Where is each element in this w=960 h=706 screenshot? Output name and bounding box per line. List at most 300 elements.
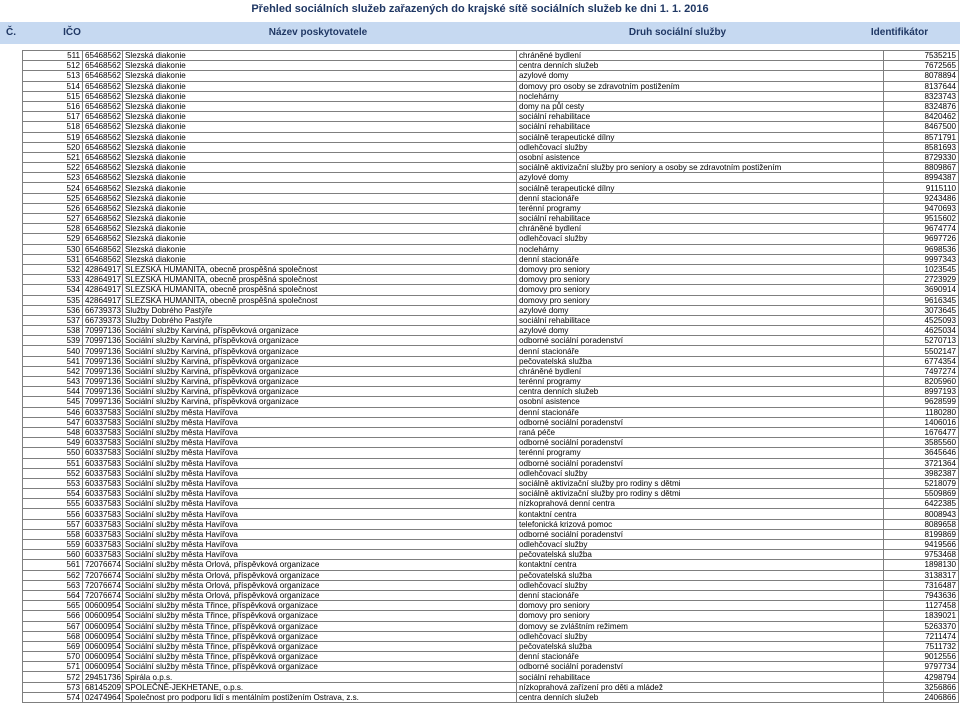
- service-type-cell: terénní programy: [517, 203, 884, 213]
- ico-cell: 60337583: [83, 427, 123, 437]
- service-type-cell: osobní asistence: [517, 397, 884, 407]
- identifier-cell: 9616345: [884, 295, 959, 305]
- table-row: [23, 152, 959, 162]
- identifier-cell: 9997343: [884, 254, 959, 264]
- header-service-type: Druh sociální služby: [628, 27, 727, 38]
- row-number-cell: 514: [23, 81, 83, 91]
- ico-cell: 70997136: [83, 356, 123, 366]
- table-row: [23, 468, 959, 478]
- service-type-cell: domovy pro seniory: [517, 601, 884, 611]
- identifier-cell: 1898130: [884, 560, 959, 570]
- table-row: [23, 326, 959, 336]
- ico-cell: 60337583: [83, 407, 123, 417]
- provider-name-cell: SLEZSKÁ HUMANITA, obecně prospěšná společnost: [123, 264, 517, 274]
- ico-cell: 66739373: [83, 315, 123, 325]
- service-type-cell: sociální rehabilitace: [517, 672, 884, 682]
- provider-name-cell: Slezská diakonie: [123, 193, 517, 203]
- ico-cell: 65468562: [83, 112, 123, 122]
- provider-name-cell: Sociální služby města Havířova: [123, 458, 517, 468]
- identifier-cell: 3585560: [884, 438, 959, 448]
- service-type-cell: chráněné bydlení: [517, 366, 884, 376]
- provider-name-cell: Slezská diakonie: [123, 214, 517, 224]
- row-number-cell: 534: [23, 285, 83, 295]
- provider-name-cell: Sociální služby města Havířova: [123, 519, 517, 529]
- service-type-cell: pečovatelská služba: [517, 641, 884, 651]
- table-row: [23, 611, 959, 621]
- service-type-cell: odborné sociální poradenství: [517, 417, 884, 427]
- provider-name-cell: Slezská diakonie: [123, 71, 517, 81]
- identifier-cell: 8809867: [884, 163, 959, 173]
- provider-name-cell: Spirála o.p.s.: [123, 672, 517, 682]
- provider-name-cell: Sociální služby města Havířova: [123, 489, 517, 499]
- row-number-cell: 543: [23, 377, 83, 387]
- identifier-cell: 1676477: [884, 427, 959, 437]
- identifier-cell: 1839021: [884, 611, 959, 621]
- row-number-cell: 542: [23, 366, 83, 376]
- table-row: [23, 570, 959, 580]
- row-number-cell: 538: [23, 326, 83, 336]
- service-type-cell: odlehčovací služby: [517, 540, 884, 550]
- provider-name-cell: Slezská diakonie: [123, 152, 517, 162]
- service-type-cell: odlehčovací služby: [517, 580, 884, 590]
- row-number-cell: 570: [23, 652, 83, 662]
- ico-cell: 00600954: [83, 662, 123, 672]
- provider-name-cell: Slezská diakonie: [123, 91, 517, 101]
- row-number-cell: 535: [23, 295, 83, 305]
- service-type-cell: chráněné bydlení: [517, 224, 884, 234]
- identifier-cell: 7672565: [884, 61, 959, 71]
- ico-cell: 00600954: [83, 641, 123, 651]
- row-number-cell: 558: [23, 529, 83, 539]
- provider-name-cell: Sociální služby města Třince, příspěvková organizace: [123, 652, 517, 662]
- table-row: [23, 621, 959, 631]
- header-ico: IČO: [63, 27, 81, 38]
- identifier-cell: 3138317: [884, 570, 959, 580]
- row-number-cell: 565: [23, 601, 83, 611]
- ico-cell: 00600954: [83, 652, 123, 662]
- page-title: Přehled sociálních služeb zařazených do krajské sítě sociálních služeb ke dni 1. 1. 2016: [251, 3, 709, 15]
- identifier-cell: 8323743: [884, 91, 959, 101]
- table-row: [23, 264, 959, 274]
- service-type-cell: nízkoprahová zařízení pro děti a mládež: [517, 682, 884, 692]
- provider-name-cell: Sociální služby Karviná, příspěvková organizace: [123, 356, 517, 366]
- ico-cell: 65468562: [83, 163, 123, 173]
- provider-name-cell: Slezská diakonie: [123, 224, 517, 234]
- provider-name-cell: Sociální služby města Havířova: [123, 417, 517, 427]
- row-number-cell: 539: [23, 336, 83, 346]
- provider-name-cell: Sociální služby Karviná, příspěvková organizace: [123, 326, 517, 336]
- ico-cell: 70997136: [83, 397, 123, 407]
- row-number-cell: 520: [23, 142, 83, 152]
- provider-name-cell: Slezská diakonie: [123, 254, 517, 264]
- row-number-cell: 545: [23, 397, 83, 407]
- table-row: [23, 397, 959, 407]
- ico-cell: 72076674: [83, 570, 123, 580]
- provider-name-cell: Slezská diakonie: [123, 183, 517, 193]
- provider-name-cell: Sociální služby města Havířova: [123, 407, 517, 417]
- identifier-cell: 7211474: [884, 631, 959, 641]
- provider-name-cell: Sociální služby města Havířova: [123, 468, 517, 478]
- identifier-cell: 9115110: [884, 183, 959, 193]
- ico-cell: 60337583: [83, 509, 123, 519]
- service-type-cell: denní stacionáře: [517, 652, 884, 662]
- service-type-cell: azylové domy: [517, 173, 884, 183]
- service-type-cell: osobní asistence: [517, 152, 884, 162]
- table-row: [23, 163, 959, 173]
- provider-name-cell: Sociální služby města Třince, příspěvková organizace: [123, 621, 517, 631]
- service-type-cell: centra denních služeb: [517, 387, 884, 397]
- row-number-cell: 567: [23, 621, 83, 631]
- table-row: [23, 590, 959, 600]
- table-row: [23, 132, 959, 142]
- table-row: [23, 183, 959, 193]
- table-header: [0, 22, 960, 44]
- row-number-cell: 568: [23, 631, 83, 641]
- row-number-cell: 536: [23, 305, 83, 315]
- table-row: [23, 61, 959, 71]
- ico-cell: 65468562: [83, 193, 123, 203]
- table-row: [23, 346, 959, 356]
- row-number-cell: 549: [23, 438, 83, 448]
- service-type-cell: domovy pro seniory: [517, 275, 884, 285]
- row-number-cell: 561: [23, 560, 83, 570]
- row-number-cell: 552: [23, 468, 83, 478]
- provider-name-cell: Slezská diakonie: [123, 244, 517, 254]
- identifier-cell: 8467500: [884, 122, 959, 132]
- row-number-cell: 544: [23, 387, 83, 397]
- identifier-cell: 3721364: [884, 458, 959, 468]
- provider-name-cell: Sociální služby města Třince, příspěvková organizace: [123, 611, 517, 621]
- table-row: [23, 427, 959, 437]
- service-type-cell: domovy pro osoby se zdravotním postižením: [517, 81, 884, 91]
- table-row: [23, 540, 959, 550]
- service-type-cell: domovy pro seniory: [517, 295, 884, 305]
- row-number-cell: 523: [23, 173, 83, 183]
- ico-cell: 70997136: [83, 326, 123, 336]
- identifier-cell: 9628599: [884, 397, 959, 407]
- service-type-cell: sociální rehabilitace: [517, 122, 884, 132]
- row-number-cell: 516: [23, 101, 83, 111]
- service-type-cell: telefonická krizová pomoc: [517, 519, 884, 529]
- table-row: [23, 478, 959, 488]
- ico-cell: 29451736: [83, 672, 123, 682]
- row-number-cell: 548: [23, 427, 83, 437]
- ico-cell: 60337583: [83, 458, 123, 468]
- table-row: [23, 173, 959, 183]
- row-number-cell: 569: [23, 641, 83, 651]
- service-type-cell: odlehčovací služby: [517, 631, 884, 641]
- table-row: [23, 458, 959, 468]
- row-number-cell: 557: [23, 519, 83, 529]
- identifier-cell: 4625034: [884, 326, 959, 336]
- ico-cell: 42864917: [83, 275, 123, 285]
- table-row: [23, 51, 959, 61]
- table-row: [23, 315, 959, 325]
- row-number-cell: 519: [23, 132, 83, 142]
- row-number-cell: 546: [23, 407, 83, 417]
- identifier-cell: 1127458: [884, 601, 959, 611]
- services-table-body: [23, 51, 959, 703]
- ico-cell: 60337583: [83, 540, 123, 550]
- identifier-cell: 8205960: [884, 377, 959, 387]
- table-row: [23, 519, 959, 529]
- service-type-cell: azylové domy: [517, 71, 884, 81]
- row-number-cell: 532: [23, 264, 83, 274]
- service-type-cell: centra denních služeb: [517, 61, 884, 71]
- identifier-cell: 8729330: [884, 152, 959, 162]
- provider-name-cell: Sociální služby města Třince, příspěvková organizace: [123, 641, 517, 651]
- identifier-cell: 7511732: [884, 641, 959, 651]
- ico-cell: 60337583: [83, 468, 123, 478]
- provider-name-cell: Slezská diakonie: [123, 101, 517, 111]
- ico-cell: 00600954: [83, 601, 123, 611]
- table-row: [23, 641, 959, 651]
- table-row: [23, 254, 959, 264]
- service-type-cell: odborné sociální poradenství: [517, 336, 884, 346]
- ico-cell: 70997136: [83, 336, 123, 346]
- identifier-cell: 4298794: [884, 672, 959, 682]
- service-type-cell: odlehčovací služby: [517, 142, 884, 152]
- identifier-cell: 9470693: [884, 203, 959, 213]
- ico-cell: 00600954: [83, 631, 123, 641]
- row-number-cell: 521: [23, 152, 83, 162]
- table-row: [23, 214, 959, 224]
- ico-cell: 72076674: [83, 590, 123, 600]
- services-table: [22, 50, 959, 703]
- row-number-cell: 524: [23, 183, 83, 193]
- provider-name-cell: Slezská diakonie: [123, 203, 517, 213]
- ico-cell: 72076674: [83, 560, 123, 570]
- service-type-cell: sociálně terapeutické dílny: [517, 183, 884, 193]
- service-type-cell: odborné sociální poradenství: [517, 529, 884, 539]
- ico-cell: 60337583: [83, 489, 123, 499]
- table-row: [23, 305, 959, 315]
- table-row: [23, 489, 959, 499]
- service-type-cell: domovy pro seniory: [517, 611, 884, 621]
- ico-cell: 65468562: [83, 142, 123, 152]
- identifier-cell: 5509869: [884, 489, 959, 499]
- table-row: [23, 275, 959, 285]
- provider-name-cell: Slezská diakonie: [123, 234, 517, 244]
- row-number-cell: 550: [23, 448, 83, 458]
- row-number-cell: 527: [23, 214, 83, 224]
- identifier-cell: 3256866: [884, 682, 959, 692]
- provider-name-cell: Sociální služby Karviná, příspěvková organizace: [123, 346, 517, 356]
- ico-cell: 60337583: [83, 438, 123, 448]
- service-type-cell: azylové domy: [517, 326, 884, 336]
- provider-name-cell: Sociální služby Karviná, příspěvková organizace: [123, 377, 517, 387]
- table-row: [23, 672, 959, 682]
- service-type-cell: sociální rehabilitace: [517, 315, 884, 325]
- provider-name-cell: Sociální služby města Havířova: [123, 438, 517, 448]
- row-number-cell: 560: [23, 550, 83, 560]
- service-type-cell: raná péče: [517, 427, 884, 437]
- service-type-cell: chráněné bydlení: [517, 51, 884, 61]
- service-type-cell: odborné sociální poradenství: [517, 662, 884, 672]
- service-type-cell: sociální rehabilitace: [517, 214, 884, 224]
- row-number-cell: 559: [23, 540, 83, 550]
- ico-cell: 60337583: [83, 519, 123, 529]
- provider-name-cell: SLEZSKÁ HUMANITA, obecně prospěšná společnost: [123, 295, 517, 305]
- service-type-cell: domy na půl cesty: [517, 101, 884, 111]
- identifier-cell: 6774354: [884, 356, 959, 366]
- service-type-cell: terénní programy: [517, 448, 884, 458]
- provider-name-cell: Sociální služby Karviná, příspěvková organizace: [123, 397, 517, 407]
- service-type-cell: pečovatelská služba: [517, 550, 884, 560]
- provider-name-cell: Sociální služby města Havířova: [123, 499, 517, 509]
- table-row: [23, 377, 959, 387]
- service-type-cell: sociálně aktivizační služby pro seniory a osoby se zdravotním postižením: [517, 163, 884, 173]
- table-row: [23, 529, 959, 539]
- table-row: [23, 336, 959, 346]
- row-number-cell: 522: [23, 163, 83, 173]
- ico-cell: 60337583: [83, 499, 123, 509]
- table-row: [23, 203, 959, 213]
- provider-name-cell: Sociální služby Karviná, příspěvková organizace: [123, 366, 517, 376]
- table-row: [23, 407, 959, 417]
- row-number-cell: 566: [23, 611, 83, 621]
- identifier-cell: 9515602: [884, 214, 959, 224]
- table-row: [23, 142, 959, 152]
- service-type-cell: denní stacionáře: [517, 254, 884, 264]
- service-type-cell: pečovatelská služba: [517, 356, 884, 366]
- row-number-cell: 553: [23, 478, 83, 488]
- ico-cell: 65468562: [83, 101, 123, 111]
- row-number-cell: 551: [23, 458, 83, 468]
- identifier-cell: 7943636: [884, 590, 959, 600]
- service-type-cell: sociální rehabilitace: [517, 112, 884, 122]
- identifier-cell: 9753468: [884, 550, 959, 560]
- ico-cell: 60337583: [83, 448, 123, 458]
- provider-name-cell: Slezská diakonie: [123, 142, 517, 152]
- provider-name-cell: SLEZSKÁ HUMANITA, obecně prospěšná společnost: [123, 285, 517, 295]
- row-number-cell: 518: [23, 122, 83, 132]
- service-type-cell: noclehárny: [517, 244, 884, 254]
- identifier-cell: 8324876: [884, 101, 959, 111]
- identifier-cell: 7535215: [884, 51, 959, 61]
- table-row: [23, 112, 959, 122]
- row-number-cell: 556: [23, 509, 83, 519]
- provider-name-cell: Sociální služby města Třince, příspěvková organizace: [123, 662, 517, 672]
- table-row: [23, 417, 959, 427]
- table-row: [23, 366, 959, 376]
- row-number-cell: 526: [23, 203, 83, 213]
- row-number-cell: 529: [23, 234, 83, 244]
- ico-cell: 66739373: [83, 305, 123, 315]
- ico-cell: 65468562: [83, 122, 123, 132]
- service-type-cell: pečovatelská služba: [517, 570, 884, 580]
- provider-name-cell: Sociální služby města Havířova: [123, 478, 517, 488]
- row-number-cell: 564: [23, 590, 83, 600]
- row-number-cell: 574: [23, 692, 83, 702]
- service-type-cell: odborné sociální poradenství: [517, 438, 884, 448]
- row-number-cell: 547: [23, 417, 83, 427]
- table-row: [23, 234, 959, 244]
- ico-cell: 65468562: [83, 71, 123, 81]
- identifier-cell: 6422385: [884, 499, 959, 509]
- identifier-cell: 8089658: [884, 519, 959, 529]
- identifier-cell: 1180280: [884, 407, 959, 417]
- identifier-cell: 1406016: [884, 417, 959, 427]
- ico-cell: 65468562: [83, 51, 123, 61]
- ico-cell: 42864917: [83, 264, 123, 274]
- service-type-cell: centra denních služeb: [517, 692, 884, 702]
- ico-cell: 00600954: [83, 621, 123, 631]
- ico-cell: 00600954: [83, 611, 123, 621]
- service-type-cell: denní stacionáře: [517, 193, 884, 203]
- row-number-cell: 572: [23, 672, 83, 682]
- provider-name-cell: Slezská diakonie: [123, 132, 517, 142]
- table-row: [23, 692, 959, 702]
- provider-name-cell: Slezská diakonie: [123, 51, 517, 61]
- service-type-cell: domovy pro seniory: [517, 264, 884, 274]
- ico-cell: 65468562: [83, 254, 123, 264]
- identifier-cell: 2723929: [884, 275, 959, 285]
- identifier-cell: 2406866: [884, 692, 959, 702]
- provider-name-cell: Služby Dobrého Pastýře: [123, 305, 517, 315]
- service-type-cell: domovy se zvláštním režimem: [517, 621, 884, 631]
- identifier-cell: 3982387: [884, 468, 959, 478]
- ico-cell: 42864917: [83, 285, 123, 295]
- provider-name-cell: Sociální služby města Orlová, příspěvková organizace: [123, 590, 517, 600]
- identifier-cell: 8137644: [884, 81, 959, 91]
- row-number-cell: 571: [23, 662, 83, 672]
- table-row: [23, 448, 959, 458]
- row-number-cell: 540: [23, 346, 83, 356]
- table-row: [23, 560, 959, 570]
- provider-name-cell: Sociální služby Karviná, příspěvková organizace: [123, 336, 517, 346]
- identifier-cell: 8571791: [884, 132, 959, 142]
- provider-name-cell: Sociální služby města Havířova: [123, 448, 517, 458]
- identifier-cell: 8994387: [884, 173, 959, 183]
- ico-cell: 65468562: [83, 91, 123, 101]
- provider-name-cell: Slezská diakonie: [123, 173, 517, 183]
- table-row: [23, 550, 959, 560]
- ico-cell: 65468562: [83, 81, 123, 91]
- ico-cell: 72076674: [83, 580, 123, 590]
- table-row: [23, 224, 959, 234]
- header-number: Č.: [6, 27, 16, 38]
- table-row: [23, 438, 959, 448]
- row-number-cell: 537: [23, 315, 83, 325]
- table-row: [23, 285, 959, 295]
- ico-cell: 70997136: [83, 387, 123, 397]
- provider-name-cell: Slezská diakonie: [123, 81, 517, 91]
- row-number-cell: 513: [23, 71, 83, 81]
- service-type-cell: nízkoprahová denní centra: [517, 499, 884, 509]
- provider-name-cell: Sociální služby města Orlová, příspěvková organizace: [123, 580, 517, 590]
- provider-name-cell: SLEZSKÁ HUMANITA, obecně prospěšná společnost: [123, 275, 517, 285]
- ico-cell: 02474964: [83, 692, 123, 702]
- ico-cell: 65468562: [83, 224, 123, 234]
- header-provider-name: Název poskytovatele: [268, 27, 368, 38]
- row-number-cell: 533: [23, 275, 83, 285]
- row-number-cell: 515: [23, 91, 83, 101]
- table-row: [23, 91, 959, 101]
- identifier-cell: 8420462: [884, 112, 959, 122]
- table-row: [23, 356, 959, 366]
- ico-cell: 65468562: [83, 234, 123, 244]
- ico-cell: 65468562: [83, 132, 123, 142]
- ico-cell: 42864917: [83, 295, 123, 305]
- table-row: [23, 662, 959, 672]
- table-row: [23, 682, 959, 692]
- identifier-cell: 8008943: [884, 509, 959, 519]
- ico-cell: 60337583: [83, 529, 123, 539]
- identifier-cell: 5270713: [884, 336, 959, 346]
- identifier-cell: 8581693: [884, 142, 959, 152]
- identifier-cell: 8199869: [884, 529, 959, 539]
